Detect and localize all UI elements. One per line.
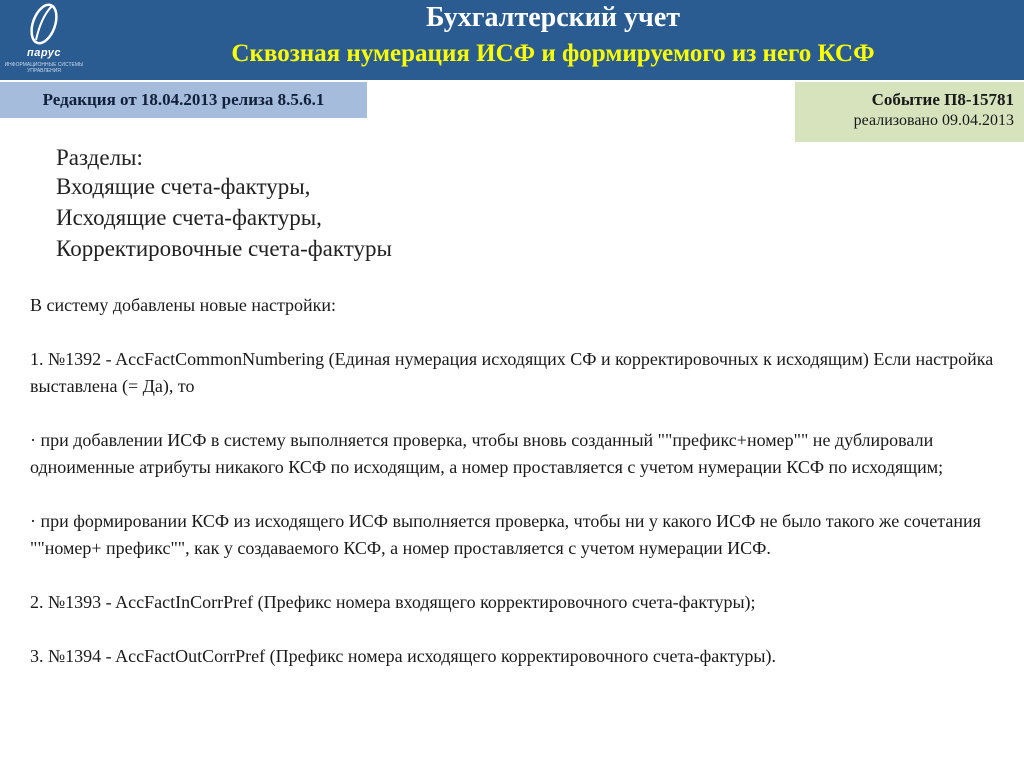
page-title: Бухгалтерский учет	[425, 2, 681, 33]
section-item: Корректировочные счета-фактуры	[56, 236, 392, 261]
sections-title: Разделы:	[56, 145, 143, 170]
logo-subtitle: ИНФОРМАЦИОННЫЕ СИСТЕМЫ УПРАВЛЕНИЯ	[4, 62, 84, 74]
section-item: Исходящие счета-фактуры,	[56, 205, 322, 230]
bullet-form-ksf: · при формировании КСФ из исходящего ИСФ выполняется проверка, чтобы ни у какого ИСФ не было такого же сочетания ""номер+ префикс"", как у создаваемого КСФ, а номер проставляется с учетом нумерации ИСФ.	[30, 511, 981, 558]
section-item: Входящие счета-фактуры,	[56, 174, 311, 199]
event-badge	[795, 82, 1024, 142]
setting-item-1394: 3. №1394 - AccFactOutCorrPref (Префикс номера исходящего корректировочного счета-фактуры).	[30, 646, 776, 666]
sections-list	[56, 144, 392, 264]
page-subtitle: Сквозная нумерация ИСФ и формируемого из него КСФ	[231, 40, 875, 67]
intro-text: В систему добавлены новые настройки:	[30, 295, 337, 315]
logo-text: парус	[26, 47, 61, 59]
setting-item-1393: 2. №1393 - AccFactInCorrPref (Префикс номера входящего корректировочного счета-фактуры);	[30, 592, 756, 612]
setting-item-1392: 1. №1392 - AccFactCommonNumbering (Единая нумерация исходящих СФ и корректировочных к исходящим) Если настройка выставлена (= Да), то	[30, 349, 994, 396]
header-banner	[0, 0, 1024, 80]
event-date: реализовано 09.04.2013	[853, 112, 1014, 129]
settings-description	[30, 292, 1005, 670]
bullet-add-isf: · при добавлении ИСФ в систему выполняется проверка, чтобы вновь созданный ""префикс+номер"" не дублировали одноименные атрибуты никакого КСФ по исходящим, а номер проставляется с учетом нумерации КСФ по исходящим;	[30, 430, 944, 477]
event-title: Событие П8-15781	[871, 90, 1014, 109]
edition-badge: Редакция от 18.04.2013 релиза 8.5.6.1	[0, 82, 367, 118]
